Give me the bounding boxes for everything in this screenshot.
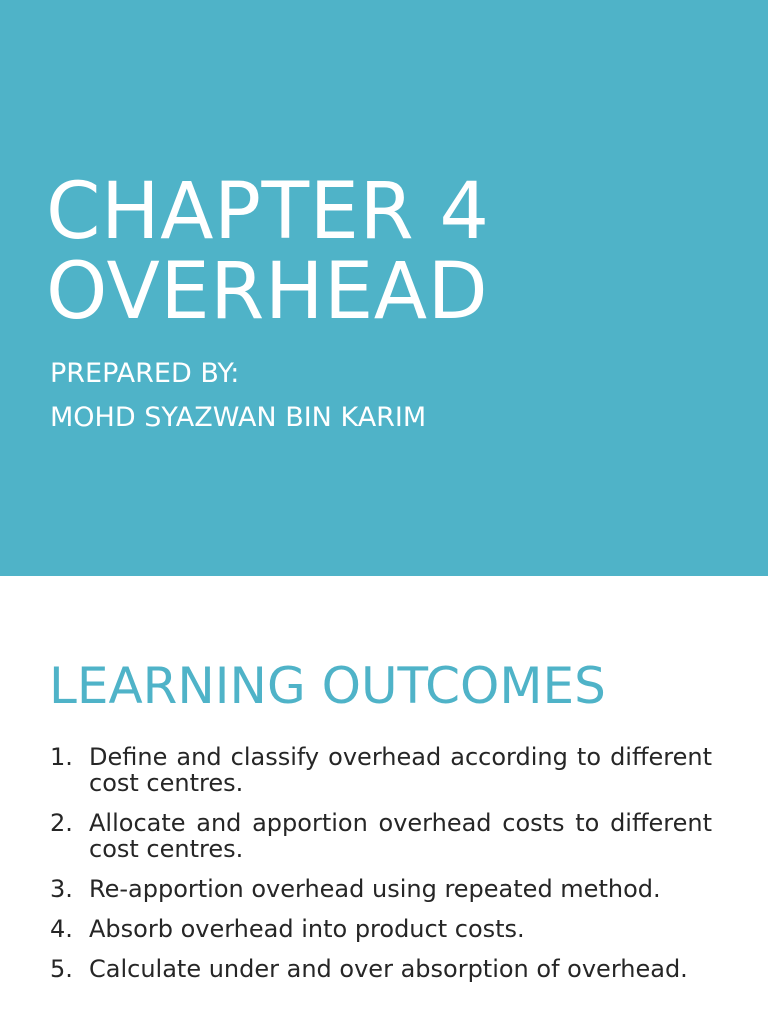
- prepared-by-block: [50, 352, 426, 440]
- list-item-number: 3.: [50, 875, 73, 903]
- chapter-title-line2: OVERHEAD: [46, 247, 489, 337]
- list-item-text: Absorb overhead into product costs.: [89, 915, 525, 943]
- chapter-title-line1: CHAPTER 4: [46, 167, 490, 257]
- list-item-number: 1.: [50, 743, 73, 771]
- list-item-text: Define and classify overhead according to different cost centres.: [89, 743, 712, 797]
- list-item: [50, 876, 712, 902]
- list-item: [50, 956, 712, 982]
- list-item: [50, 810, 712, 862]
- author-name: MOHD SYAZWAN BIN KARIM: [50, 402, 427, 433]
- list-item-number: 5.: [50, 955, 73, 983]
- prepared-by-label: PREPARED BY:: [50, 358, 240, 389]
- list-item: [50, 744, 712, 796]
- list-item-text: Allocate and apportion overhead costs to different cost centres.: [89, 809, 712, 863]
- list-item-text: Calculate under and over absorption of overhead.: [89, 955, 688, 983]
- list-item-number: 2.: [50, 809, 73, 837]
- learning-outcomes-heading: LEARNING OUTCOMES: [49, 657, 606, 715]
- list-item: [50, 916, 712, 942]
- learning-outcomes-slide: [0, 576, 768, 1024]
- learning-outcomes-list: [50, 744, 712, 996]
- chapter-title: [46, 167, 490, 337]
- list-item-number: 4.: [50, 915, 73, 943]
- list-item-text: Re-apportion overhead using repeated method.: [89, 875, 661, 903]
